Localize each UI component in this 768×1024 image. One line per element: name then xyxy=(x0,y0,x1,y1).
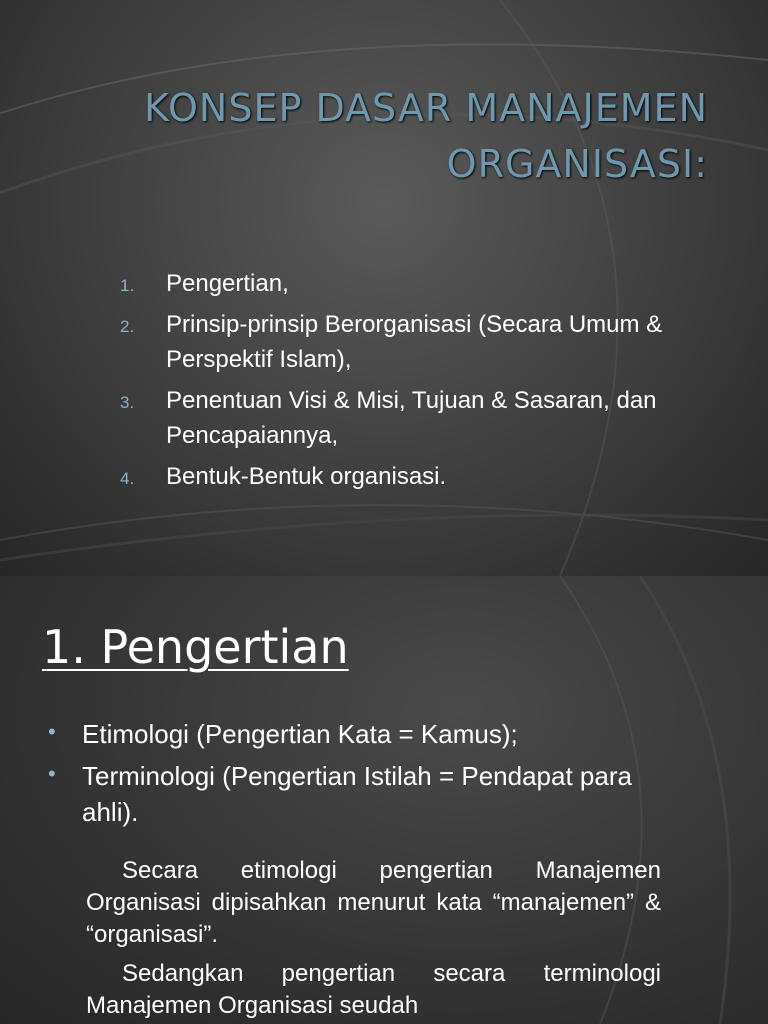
section-title: 1. Pengertian xyxy=(42,620,349,674)
list-item xyxy=(46,758,666,830)
list-item-text: Penentuan Visi & Misi, Tujuan & Sasaran, dan Pencapaiannya, xyxy=(166,387,657,449)
list-item-text: Pengertian, xyxy=(166,270,289,297)
list-item xyxy=(46,716,666,752)
list-item xyxy=(120,383,680,453)
slide-title xyxy=(68,80,708,192)
slide-title-line-1: KONSEP DASAR MANAJEMEN xyxy=(144,86,708,130)
bullet-icon: • xyxy=(48,761,56,786)
bullet-list xyxy=(46,716,666,836)
paragraph-etimologi: Secara etimologi pengertian Manajemen Organisasi dipisahkan menurut kata “manajemen” & “organisasi”. xyxy=(86,857,661,948)
list-number: 4. xyxy=(120,469,135,488)
bullet-icon: • xyxy=(48,719,56,744)
paragraph-terminologi: Sedangkan pengertian secara terminologi Manajemen Organisasi seudah xyxy=(86,960,661,1019)
list-number: 3. xyxy=(120,393,135,412)
topic-list xyxy=(120,266,680,500)
list-item xyxy=(120,266,680,301)
list-item xyxy=(120,459,680,494)
list-item-text: Prinsip-prinsip Berorganisasi (Secara Umum & Perspektif Islam), xyxy=(166,311,663,373)
slide-title-line-2: ORGANISASI: xyxy=(446,142,708,186)
list-number: 1. xyxy=(120,276,135,295)
list-number: 2. xyxy=(120,317,135,336)
bullet-text: Terminologi (Pengertian Istilah = Pendapat para ahli). xyxy=(82,761,632,827)
list-item xyxy=(120,307,680,377)
list-item-text: Bentuk-Bentuk organisasi. xyxy=(166,463,447,490)
bullet-text: Etimologi (Pengertian Kata = Kamus); xyxy=(82,719,518,749)
